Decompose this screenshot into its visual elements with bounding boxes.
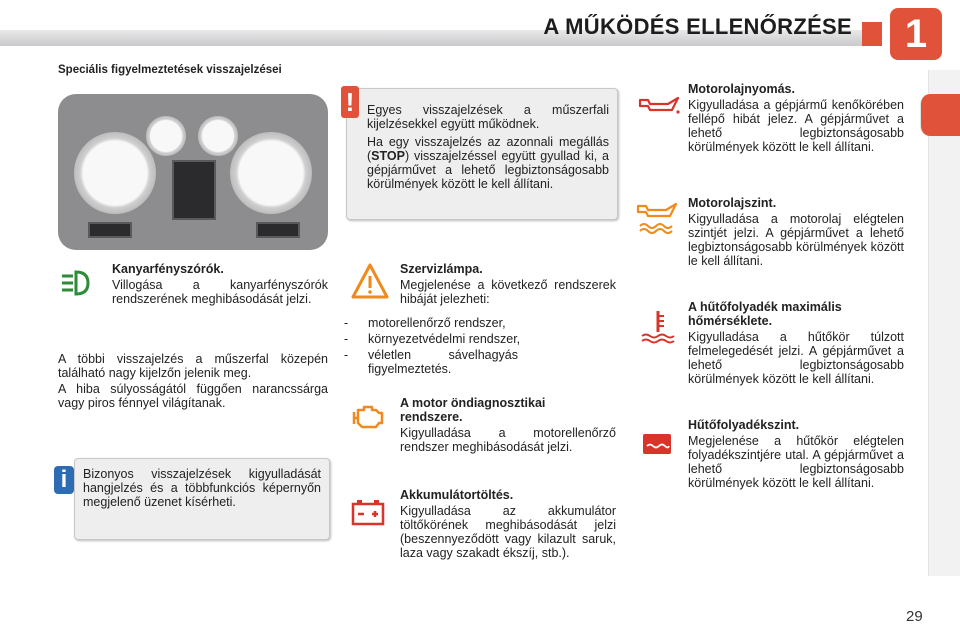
service-item-dash: - [344,316,349,330]
section-title: Speciális figyelmeztetések visszajelzései [58,64,282,76]
info-text: Bizonyos visszajelzések kigyulladását hangjelzés és a többfunkciós képernyőn megjelenő üzenet kísérheti. [83,467,321,509]
coolant-level-icon [640,428,674,458]
side-tab-active[interactable] [920,94,960,136]
cornering-light-text: Villogása a kanyarfényszórók rendszerének meghibásodását jelzi. [112,278,328,306]
oil-level-icon [636,198,682,234]
oil-pressure-text: Kigyulladása a gépjármű kenőkörében fellépő hibát jelez. A gépjárművet a lehető legbiztonságosabb körülmények között le kell állítani. [688,98,904,154]
service-title: Szervizlámpa. [400,262,483,276]
battery-icon [350,496,386,530]
left-paragraph-1: A többi visszajelzés a műszerfal közepén található nagy kijelzőn jelenik meg. [58,352,328,380]
service-item-dash: - [344,348,349,362]
speedometer-gauge [230,132,312,214]
oil-pressure-icon [638,90,682,120]
warning-box [346,88,618,220]
chapter-badge: 1 [890,8,942,60]
coolant-temp-text: Kigyulladása a hűtőkör túlzott felmelegedését jelzi. A gépjárművet a lehető legbiztonságosabb körülmények között le kell állítani. [688,330,904,386]
warning-text-2-post: ) visszajelzéssel együtt gyullad ki, a gépjárművet a lehető legbiztonságosabb körülmények között le kell állítani. [367,149,609,191]
tachometer-gauge [74,132,156,214]
cornering-light-title: Kanyarfényszórók. [112,262,224,276]
warning-text-1: Egyes visszajelzések a műszerfali kijelzésekkel együtt működnek. [367,103,609,131]
temp-gauge [198,116,238,156]
left-paragraph-2: A hiba súlyosságától függően narancssárga vagy piros fénnyel világítanak. [58,382,328,410]
header-accent [862,22,882,46]
service-item: motorellenőrző rendszer, [368,316,506,330]
coolant-temp-icon [640,308,676,344]
coolant-level-text: Megjelenése a hűtőkör elégtelen folyadékszintjére utal. A gépjárművet a lehető legbiztonságosabb körülmények között le kell állítani. [688,434,904,490]
side-tab[interactable] [928,440,960,478]
battery-text: Kigyulladása az akkumulátor töltőkörének meghibásodását jelzi (beszennyeződött vagy kilazult saruk, laza vagy szakadt ékszíj, stb.). [400,504,616,560]
side-tab[interactable] [928,174,960,212]
fuel-gauge [146,116,186,156]
side-tab[interactable] [928,402,960,440]
service-item-dash: - [344,332,349,346]
central-display [172,160,216,220]
side-tab[interactable] [928,136,960,174]
side-tab[interactable] [928,554,960,576]
service-text: Megjelenése a következő rendszerek hibáját jelezheti: [400,278,616,306]
instrument-panel-image [58,94,328,250]
side-tab[interactable] [928,250,960,288]
side-tab[interactable] [928,478,960,516]
coolant-level-title: Hűtőfolyadékszint. [688,418,800,432]
side-tab[interactable] [928,212,960,250]
info-icon: i [54,466,74,494]
info-box [74,458,330,540]
service-warning-icon [350,262,390,302]
warning-icon: ! [341,86,359,118]
battery-text-visible [400,504,616,560]
page-number: 29 [906,608,923,625]
warning-text-2 [367,135,609,191]
oil-level-title: Motorolajszint. [688,196,777,210]
side-tab[interactable] [928,516,960,554]
warning-stop-label: STOP [371,149,405,163]
side-tab[interactable] [928,326,960,364]
engine-icon [350,400,386,434]
oil-pressure-title: Motorolajnyomás. [688,82,795,96]
engine-diag-text: Kigyulladása a motorellenőrző rendszer meghibásodását jelzi. [400,426,616,454]
coolant-temp-title: A hűtőfolyadék maximális hőmérséklete. [688,300,842,328]
service-item: véletlen sávelhagyás figyelmeztetés. [368,348,518,376]
warning-text-2-pre: Ha egy visszajelzés az azonnali megállás ( [367,135,609,163]
left-display [88,222,132,238]
side-tab[interactable] [928,288,960,326]
page-title: A MŰKÖDÉS ELLENŐRZÉSE [543,14,852,39]
cornering-light-icon [58,266,94,300]
right-display [256,222,300,238]
engine-diag-title: A motor öndiagnosztikai rendszere. [400,396,546,424]
side-tab[interactable] [928,364,960,402]
service-item: környezetvédelmi rendszer, [368,332,521,346]
oil-level-text: Kigyulladása a motorolaj elégtelen szintjét jelzi. A gépjárművet a lehető legbiztonságosabb körülmények között le kell állítani. [688,212,904,268]
battery-title: Akkumulátortöltés. [400,488,514,502]
